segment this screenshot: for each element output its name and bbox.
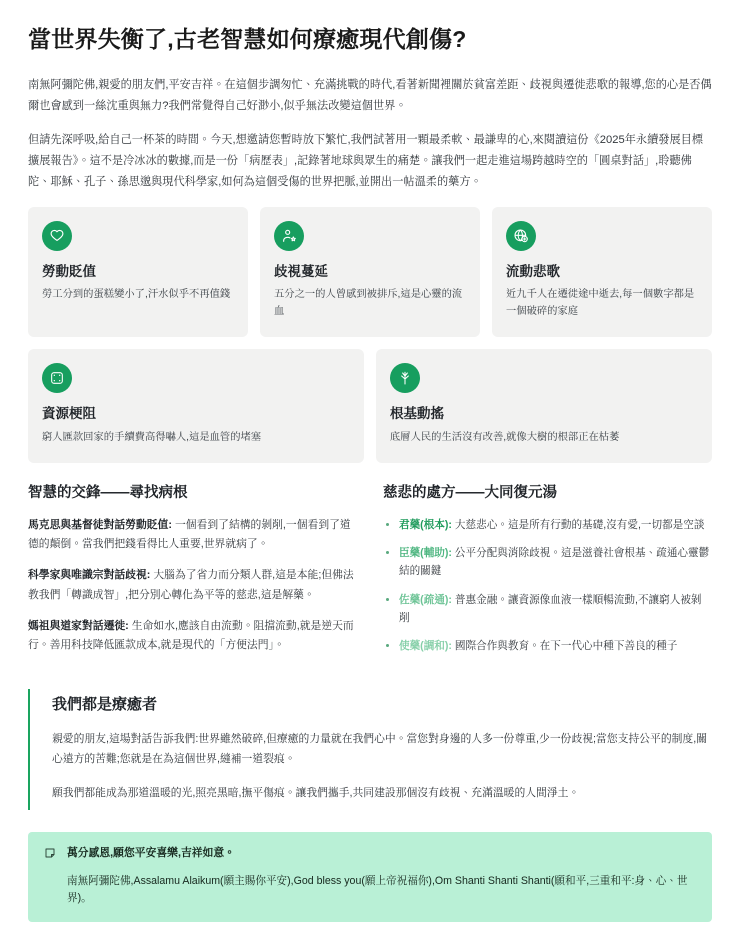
- remedy-list-item: [383, 516, 712, 534]
- remedy-heading: 慈悲的處方——大同復元湯: [383, 484, 557, 501]
- page-title: 當世界失衡了,古老智慧如何療癒現代創傷?: [28, 26, 467, 52]
- remedy-item-label: 使藥(調和):: [399, 640, 452, 653]
- dialogue-item-text: 生命如水,應該自由流動。阻擋流動,就是逆天而行。善用科技降低匯款成本,就是現代的「方便法門」。: [28, 619, 354, 651]
- dialogue-item: [28, 617, 357, 655]
- remedy-item-text: 普惠金融。讓資源像血液一樣順暢流動,不讓窮人被剝削: [399, 593, 702, 624]
- dialogue-heading: 智慧的交鋒——尋找病根: [28, 484, 188, 501]
- blocked-box-icon: [42, 363, 72, 393]
- healer-paragraph: 親愛的朋友,這場對話告訴我們:世界雖然破碎,但療癒的力量就在我們心中。當您對身邊的人多一份尊重,少一份歧視;當您支持公平的制度,關心遠方的苦難;您就是在為這個世界,縫補一道裂痕。: [52, 733, 708, 766]
- tree-icon: [390, 363, 420, 393]
- dialogue-item: [28, 516, 357, 554]
- remedy-list-item: [383, 544, 712, 580]
- healer-paragraph: 願我們都能成為那道溫暖的光,照亮黑暗,撫平傷痕。讓我們攜手,共同建設那個沒有歧視、充滿溫暖的人間淨土。: [52, 787, 580, 800]
- analysis-columns: [28, 483, 712, 668]
- symptom-card-desc: 底層人民的生活沒有改善,就像大樹的根部正在枯萎: [390, 431, 620, 443]
- intro-paragraph-1: 南無阿彌陀佛,親愛的朋友們,平安吉祥。在這個步調匆忙、充滿挑戰的時代,看著新聞裡關於貧富差距、歧視與遷徙悲歌的報導,您的心是否偶爾也會感到一絲沈重與無力?我們常覺得自己好渺小,似乎無法改變這個世界。: [28, 79, 712, 112]
- symptom-card[interactable]: [28, 207, 248, 338]
- dialogue-item-label: 媽祖與道家對話遷徙:: [28, 619, 129, 632]
- person-star-icon: [274, 221, 304, 251]
- dialogue-item: [28, 566, 357, 604]
- symptom-card[interactable]: [492, 207, 712, 338]
- sticky-note-icon: [44, 846, 56, 864]
- blessing-callout: [28, 832, 712, 922]
- symptom-card-grid-row-2: [28, 349, 712, 463]
- symptom-card-desc: 勞工分到的蛋糕變小了,汗水似乎不再值錢: [42, 289, 231, 301]
- symptom-card-title: 資源梗阻: [42, 406, 96, 422]
- remedy-column: [383, 483, 712, 668]
- symptom-card-title: 歧視蔓延: [274, 263, 328, 279]
- remedy-list: [383, 516, 712, 655]
- dialogue-item-text: 大腦為了省力而分類人群,這是本能;但佛法教我們「轉識成智」,把分別心轉化為平等的慈悲,這是解藥。: [28, 569, 354, 601]
- symptom-card-desc: 窮人匯款回家的手續費高得嚇人,這是血管的堵塞: [42, 431, 262, 443]
- remedy-item-text: 公平分配與消除歧視。這是滋養社會根基、疏通心靈鬱結的關鍵: [399, 547, 710, 578]
- intro-paragraph-2: 但請先深呼吸,給自己一杯茶的時間。今天,想邀請您暫時放下繁忙,我們試著用一顆最柔軟、最謙卑的心,來閱讀這份《2025年永續發展目標擴展報告》。這不是冷冰冰的數據,而是一份「病歷表」,記錄著地球與眾生的痛楚。讓我們一起走進這場跨越時空的「圓桌對話」,聆聽佛陀、耶穌、孔子、孫思邈與現代科學家,如何為這個受傷的世界把脈,並開出一帖溫柔的藥方。: [28, 134, 704, 188]
- symptom-card-grid-row-1: [28, 207, 712, 338]
- dialogue-item-label: 科學家與唯識宗對話歧視:: [28, 569, 151, 582]
- remedy-list-item: [383, 637, 712, 655]
- globe-network-icon: [506, 221, 536, 251]
- symptom-card-title: 根基動搖: [390, 406, 444, 422]
- dialogue-item-label: 馬克思與基督徒對話勞動貶值:: [28, 518, 172, 531]
- blessing-title: 萬分感恩,願您平安喜樂,吉祥如意。: [67, 847, 235, 860]
- healer-title: 我們都是療癒者: [52, 696, 158, 714]
- dialogue-item-text: 一個看到了結構的剝削,一個看到了道德的顛倒。當我們把錢看得比人重要,世界就病了。: [28, 518, 351, 551]
- healer-section: [28, 689, 712, 810]
- remedy-item-label: 佐藥(疏通):: [399, 593, 452, 606]
- remedy-item-text: 國際合作與教育。在下一代心中種下善良的種子: [451, 640, 678, 653]
- remedy-item-text: 大慈悲心。這是所有行動的基礎,沒有愛,一切都是空談: [451, 518, 705, 531]
- symptom-card[interactable]: [260, 207, 480, 338]
- dialogue-column: [28, 483, 357, 668]
- symptom-card-title: 流動悲歌: [506, 263, 560, 279]
- remedy-list-item: [383, 591, 712, 627]
- symptom-card-desc: 五分之一的人曾感到被排斥,這是心靈的流血: [274, 289, 463, 318]
- heart-icon: [42, 221, 72, 251]
- blessing-text: 南無阿彌陀佛,Assalamu Alaikum(願主賜你平安),God bless you(願上帝祝福你),Om Shanti Shanti Shanti(願和平,三重和平:身、心、世界)。: [67, 875, 688, 905]
- blessing-body: [67, 845, 694, 907]
- symptom-card-title: 勞動貶值: [42, 263, 96, 279]
- symptom-card[interactable]: [376, 349, 712, 463]
- symptom-card-desc: 近九千人在遷徙途中逝去,每一個數字都是一個破碎的家庭: [506, 289, 695, 318]
- remedy-item-label: 君藥(根本):: [399, 518, 452, 531]
- symptom-card[interactable]: [28, 349, 364, 463]
- remedy-item-label: 臣藥(輔助):: [399, 547, 452, 560]
